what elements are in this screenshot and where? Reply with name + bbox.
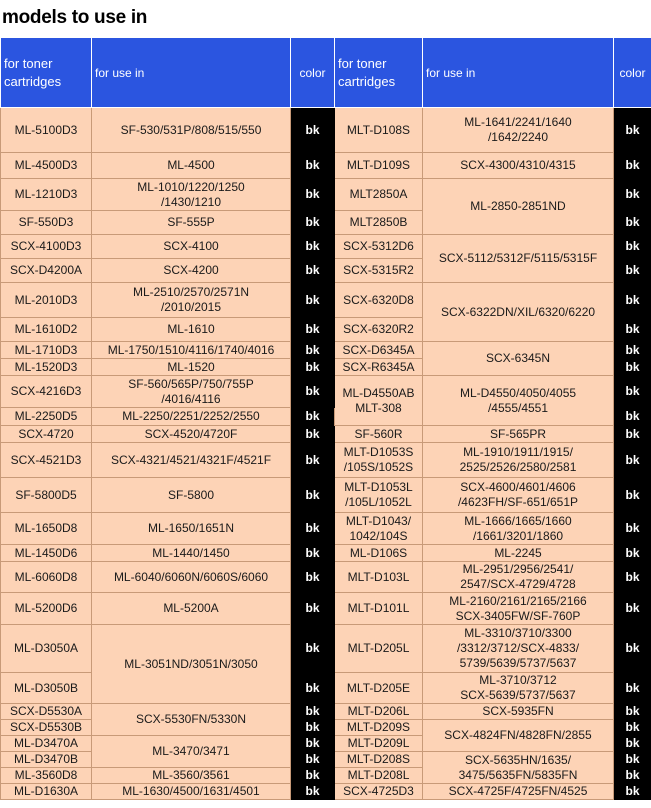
header-color: color xyxy=(614,38,651,108)
cartridge-cell: ML-4500D3 xyxy=(1,153,92,179)
cartridge-cell: MLT2850A xyxy=(335,179,423,211)
color-cell: bk xyxy=(614,443,651,478)
cartridge-cell: MLT-D205L xyxy=(335,625,423,673)
model-cell: SCX-6322DN/XIL/6320/6220 xyxy=(423,283,614,342)
color-cell: bk xyxy=(614,283,651,318)
table-row xyxy=(1,443,651,478)
cartridge-cell: SCX-5312D6 xyxy=(335,235,423,259)
cartridge-cell: MLT-D209L xyxy=(335,736,423,752)
cartridge-cell: SCX-6320R2 xyxy=(335,318,423,342)
cartridge-cell: MLT-D101L xyxy=(335,593,423,625)
table-row xyxy=(1,562,651,593)
model-cell: ML-1520 xyxy=(92,359,291,376)
cartridge-cell: SF-560R xyxy=(335,426,423,443)
cartridge-cell: ML-1650D8 xyxy=(1,513,92,545)
color-cell: bk xyxy=(291,593,335,625)
model-cell: SCX-5112/5312F/5115/5315F xyxy=(423,235,614,283)
table-row xyxy=(1,342,651,359)
color-cell: bk xyxy=(614,179,651,211)
model-cell: ML-4500 xyxy=(92,153,291,179)
color-cell: bk xyxy=(291,359,335,376)
model-cell: SF-5800 xyxy=(92,478,291,513)
cartridge-cell: ML-6060D8 xyxy=(1,562,92,593)
cartridge-cell: ML-D3470A xyxy=(1,736,92,752)
color-cell: bk xyxy=(614,376,651,408)
model-cell: SF-565PR xyxy=(423,426,614,443)
cartridge-cell: SCX-4100D3 xyxy=(1,235,92,259)
cartridge-cell: ML-D106S xyxy=(335,545,423,562)
model-cell: ML-3710/3712 SCX-5639/5737/5637 xyxy=(423,673,614,704)
cartridge-cell: ML-D4550AB MLT-308 xyxy=(335,376,423,426)
color-cell: bk xyxy=(291,153,335,179)
model-cell: ML-6040/6060N/6060S/6060 xyxy=(92,562,291,593)
page-title: models to use in xyxy=(2,7,148,28)
color-cell: bk xyxy=(614,720,651,736)
color-cell: bk xyxy=(614,673,651,704)
table-row xyxy=(1,426,651,443)
table-body xyxy=(1,108,651,800)
color-cell: bk xyxy=(614,593,651,625)
cartridge-cell: MLT-D103L xyxy=(335,562,423,593)
model-cell: SCX-6345N xyxy=(423,342,614,376)
color-cell: bk xyxy=(614,562,651,593)
cartridge-cell: SCX-4521D3 xyxy=(1,443,92,478)
model-cell: ML-1666/1665/1660 /1661/3201/1860 xyxy=(423,513,614,545)
table-row xyxy=(1,376,651,408)
color-cell: bk xyxy=(291,673,335,704)
color-cell: bk xyxy=(614,704,651,720)
cartridge-cell: MLT-D208L xyxy=(335,768,423,784)
model-cell: SCX-4725F/4725FN/4525 xyxy=(423,784,614,800)
model-cell: ML-2250/2251/2252/2550 xyxy=(92,408,291,426)
model-cell: ML-3310/3710/3300 /3312/3712/SCX-4833/ 5739/5639/5737/5637 xyxy=(423,625,614,673)
color-cell: bk xyxy=(614,408,651,426)
model-cell: SF-555P xyxy=(92,211,291,235)
cartridge-cell: ML-2250D5 xyxy=(1,408,92,426)
color-cell: bk xyxy=(614,153,651,179)
model-cell: ML-1910/1911/1915/ 2525/2526/2580/2581 xyxy=(423,443,614,478)
table-row xyxy=(1,593,651,625)
model-cell: ML-1650/1651N xyxy=(92,513,291,545)
color-cell: bk xyxy=(291,545,335,562)
model-cell: SCX-5935FN xyxy=(423,704,614,720)
color-cell: bk xyxy=(614,478,651,513)
color-cell: bk xyxy=(291,283,335,318)
model-cell: SCX-4520/4720F xyxy=(92,426,291,443)
model-cell: SCX-4321/4521/4321F/4521F xyxy=(92,443,291,478)
cartridge-cell: ML-5100D3 xyxy=(1,108,92,153)
model-cell: ML-D4550/4050/4055 /4555/4551 xyxy=(423,376,614,426)
color-cell: bk xyxy=(291,625,335,673)
color-cell: bk xyxy=(614,784,651,800)
table-row xyxy=(1,478,651,513)
color-cell: bk xyxy=(291,376,335,408)
cartridge-cell: ML-2010D3 xyxy=(1,283,92,318)
table-row xyxy=(1,545,651,562)
color-cell: bk xyxy=(614,752,651,768)
color-cell: bk xyxy=(291,720,335,736)
table-row xyxy=(1,625,651,673)
color-cell: bk xyxy=(614,235,651,259)
color-cell: bk xyxy=(614,736,651,752)
model-cell: SCX-5530FN/5330N xyxy=(92,704,291,736)
cartridge-cell: SCX-4216D3 xyxy=(1,376,92,408)
table-row xyxy=(1,235,651,259)
cartridge-cell: SCX-R6345A xyxy=(335,359,423,376)
cartridge-cell: ML-3560D8 xyxy=(1,768,92,784)
color-cell: bk xyxy=(614,426,651,443)
header-use-in: for use in xyxy=(92,38,291,108)
table-row xyxy=(1,179,651,211)
model-cell: ML-1641/2241/1640 /1642/2240 xyxy=(423,108,614,153)
color-cell: bk xyxy=(614,359,651,376)
color-cell: bk xyxy=(614,318,651,342)
cartridge-cell: ML-D3470B xyxy=(1,752,92,768)
cartridge-cell: SCX-D5530A xyxy=(1,704,92,720)
color-cell: bk xyxy=(291,752,335,768)
model-cell: ML-1630/4500/1631/4501 xyxy=(92,784,291,800)
model-cell: ML-1440/1450 xyxy=(92,545,291,562)
cartridge-cell: ML-1210D3 xyxy=(1,179,92,211)
cartridge-cell: ML-D3050A xyxy=(1,625,92,673)
cartridge-cell: ML-1710D3 xyxy=(1,342,92,359)
model-cell: ML-3560/3561 xyxy=(92,768,291,784)
color-cell: bk xyxy=(291,478,335,513)
color-cell: bk xyxy=(291,562,335,593)
cartridge-cell: ML-D1630A xyxy=(1,784,92,800)
color-cell: bk xyxy=(291,342,335,359)
cartridge-cell: SCX-4720 xyxy=(1,426,92,443)
color-cell: bk xyxy=(614,211,651,235)
cartridge-cell: MLT-D205E xyxy=(335,673,423,704)
color-cell: bk xyxy=(291,704,335,720)
cartridge-cell: SCX-5315R2 xyxy=(335,259,423,283)
cartridge-cell: ML-D3050B xyxy=(1,673,92,704)
color-cell: bk xyxy=(614,259,651,283)
cartridge-cell: MLT-D1043/ 1042/104S xyxy=(335,513,423,545)
cartridge-cell: ML-1450D6 xyxy=(1,545,92,562)
color-cell: bk xyxy=(291,259,335,283)
header-row xyxy=(1,38,651,108)
cartridge-cell: SCX-4725D3 xyxy=(335,784,423,800)
model-cell: ML-3051ND/3051N/3050 xyxy=(92,625,291,704)
color-cell: bk xyxy=(291,784,335,800)
model-cell: ML-2951/2956/2541/ 2547/SCX-4729/4728 xyxy=(423,562,614,593)
color-cell: bk xyxy=(291,235,335,259)
cartridge-cell: SCX-D6345A xyxy=(335,342,423,359)
table-row xyxy=(1,704,651,720)
table-row xyxy=(1,283,651,318)
color-cell: bk xyxy=(614,108,651,153)
color-cell: bk xyxy=(614,625,651,673)
model-cell: ML-5200A xyxy=(92,593,291,625)
model-cell: ML-1750/1510/4116/1740/4016 xyxy=(92,342,291,359)
model-cell: ML-1610 xyxy=(92,318,291,342)
header-use-in: for use in xyxy=(423,38,614,108)
cartridge-cell: SF-550D3 xyxy=(1,211,92,235)
cartridge-cell: SF-5800D5 xyxy=(1,478,92,513)
color-cell: bk xyxy=(614,545,651,562)
cartridge-cell: ML-1610D2 xyxy=(1,318,92,342)
cartridge-cell: SCX-6320D8 xyxy=(335,283,423,318)
header-color: color xyxy=(291,38,335,108)
cartridge-cell: MLT-D108S xyxy=(335,108,423,153)
model-cell: SCX-5635HN/1635/ 3475/5635FN/5835FN xyxy=(423,752,614,784)
color-cell: bk xyxy=(291,768,335,784)
cartridge-cell: MLT-D1053L /105L/1052L xyxy=(335,478,423,513)
cartridge-cell: MLT-D109S xyxy=(335,153,423,179)
table-row xyxy=(1,108,651,153)
color-cell: bk xyxy=(614,513,651,545)
model-cell: SCX-4600/4601/4606 /4623FH/SF-651/651P xyxy=(423,478,614,513)
model-cell: ML-3470/3471 xyxy=(92,736,291,768)
color-cell: bk xyxy=(291,408,335,426)
model-cell: ML-1010/1220/1250 /1430/1210 xyxy=(92,179,291,211)
color-cell: bk xyxy=(291,108,335,153)
table-row xyxy=(1,513,651,545)
cartridge-cell: MLT-D208S xyxy=(335,752,423,768)
color-cell: bk xyxy=(614,342,651,359)
cartridge-cell: MLT2850B xyxy=(335,211,423,235)
model-cell: SCX-4200 xyxy=(92,259,291,283)
cartridge-cell: MLT-D209S xyxy=(335,720,423,736)
color-cell: bk xyxy=(291,211,335,235)
model-cell: SCX-4824FN/4828FN/2855 xyxy=(423,720,614,752)
color-cell: bk xyxy=(291,736,335,752)
model-cell: SCX-4100 xyxy=(92,235,291,259)
model-cell: ML-2160/2161/2165/2166 SCX-3405FW/SF-760P xyxy=(423,593,614,625)
model-cell: ML-2245 xyxy=(423,545,614,562)
color-cell: bk xyxy=(614,768,651,784)
model-cell: SCX-4300/4310/4315 xyxy=(423,153,614,179)
table-row xyxy=(1,153,651,179)
cartridge-cell: ML-1520D3 xyxy=(1,359,92,376)
cartridge-cell: MLT-D206L xyxy=(335,704,423,720)
model-cell: ML-2850-2851ND xyxy=(423,179,614,235)
cartridge-cell: MLT-D1053S /105S/1052S xyxy=(335,443,423,478)
cartridge-cell: ML-5200D6 xyxy=(1,593,92,625)
model-cell: ML-2510/2570/2571N /2010/2015 xyxy=(92,283,291,318)
model-cell: SF-560/565P/750/755P /4016/4116 xyxy=(92,376,291,408)
color-cell: bk xyxy=(291,513,335,545)
model-cell: SF-530/531P/808/515/550 xyxy=(92,108,291,153)
color-cell: bk xyxy=(291,318,335,342)
color-cell: bk xyxy=(291,443,335,478)
table-row xyxy=(1,784,651,800)
compatibility-table xyxy=(0,37,651,800)
header-cartridges: for toner cartridges xyxy=(335,38,423,108)
cartridge-cell: SCX-D4200A xyxy=(1,259,92,283)
color-cell: bk xyxy=(291,179,335,211)
cartridge-cell: SCX-D5530B xyxy=(1,720,92,736)
color-cell: bk xyxy=(291,426,335,443)
header-cartridges: for toner cartridges xyxy=(1,38,92,108)
